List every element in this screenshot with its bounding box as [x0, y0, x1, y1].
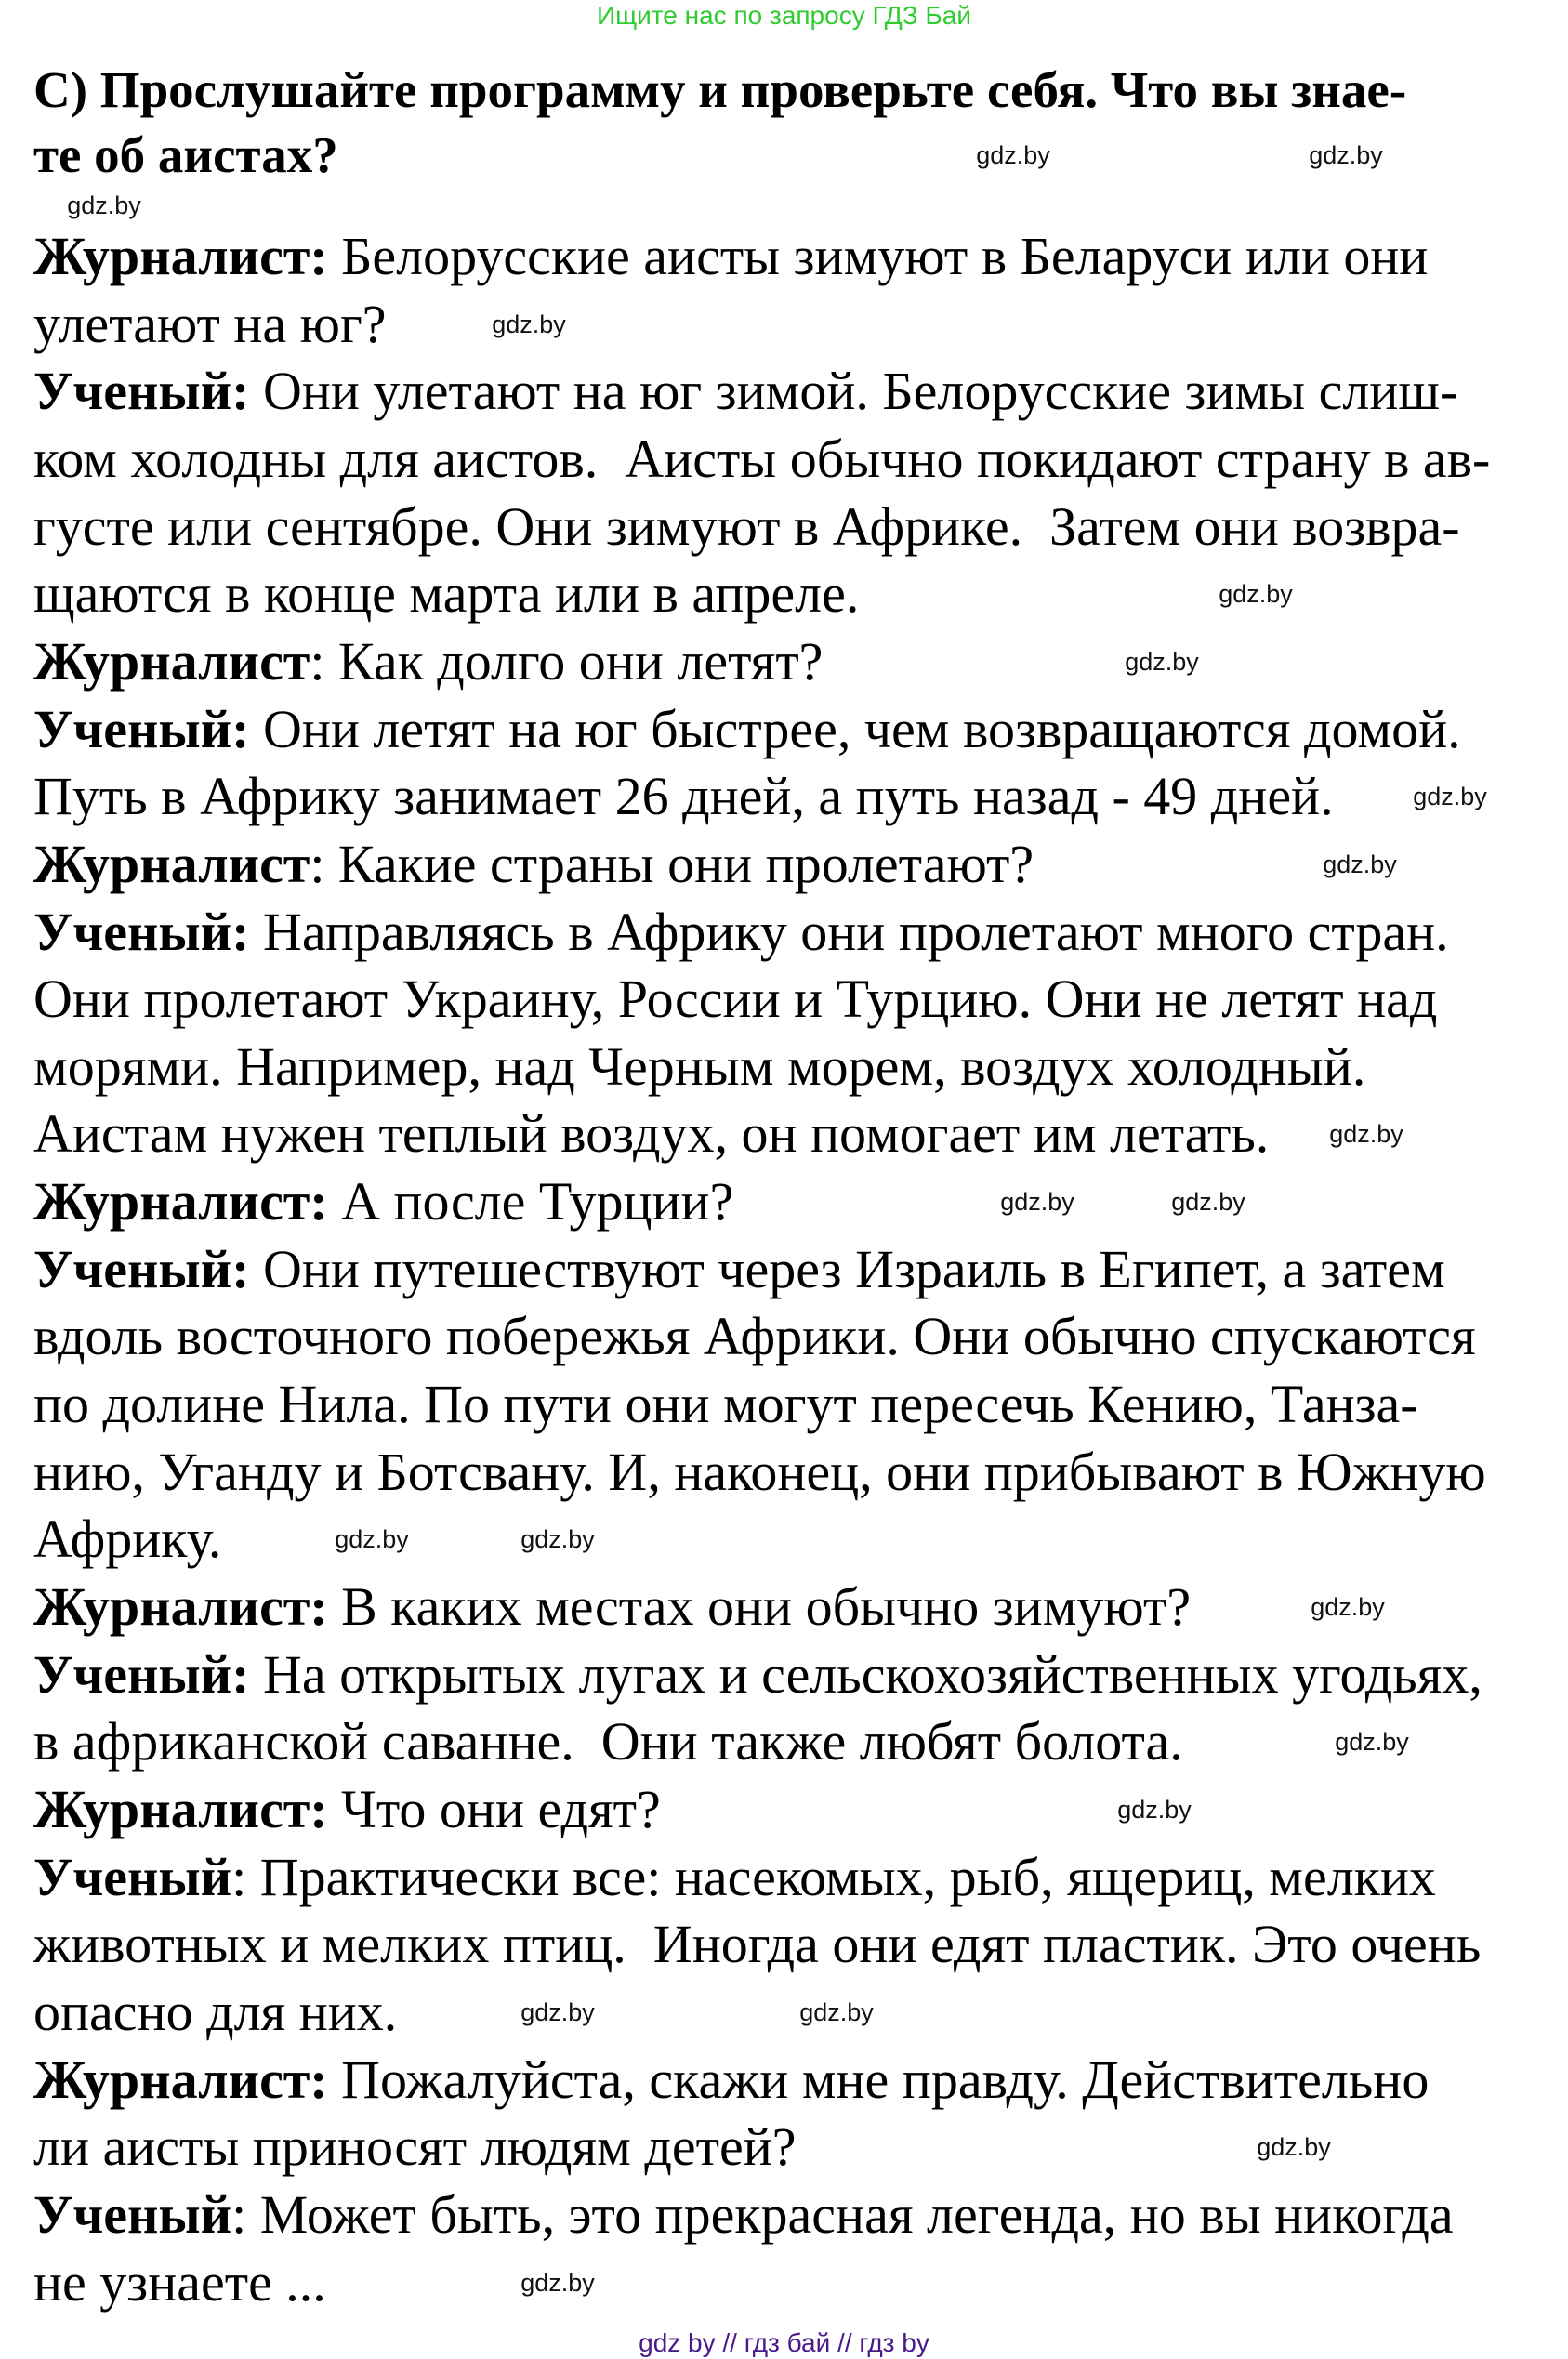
line-text: : Может быть, это прекрасная легенда, но вы никогда — [231, 2183, 1454, 2245]
dialogue-line — [33, 560, 859, 627]
line-text: На открытых лугах и сельскохозяйственных угодьях, — [249, 1643, 1482, 1705]
dialogue-line — [33, 1641, 1482, 1708]
line-text: ком холодны для аистов. Аисты обычно покидают страну в ав- — [33, 428, 1491, 489]
watermark: gdz.by — [1000, 1188, 1074, 1217]
dialogue-line — [33, 2249, 326, 2316]
speaker-label: Ученый: — [33, 361, 250, 422]
watermark: gdz.by — [1413, 783, 1487, 811]
line-text: Они летят на юг быстрее, чем возвращаются домой. — [249, 698, 1461, 759]
dialogue-line — [33, 899, 1449, 966]
line-text: в африканской саванне. Они также любят болота. — [33, 1711, 1183, 1773]
dialogue-line — [33, 426, 1490, 493]
watermark: gdz.by — [67, 191, 141, 219]
line-text: : Практически все: насекомых, рыб, ящериц, мелких — [231, 1846, 1436, 1907]
dialogue-line — [33, 1371, 1418, 1438]
speaker-label: Журналист: — [33, 1171, 328, 1232]
watermark: gdz.by — [1335, 1728, 1409, 1757]
speaker-label: Ученый: — [33, 1238, 250, 1299]
line-text: : Какие страны они пролетают? — [310, 833, 1034, 894]
search-banner: Ищите нас по запросу ГДЗ Бай — [596, 1, 972, 30]
dialogue-line — [33, 1844, 1436, 1911]
dialogue-line — [33, 763, 1334, 830]
speaker-label: Журналист — [33, 630, 310, 692]
dialogue-line — [33, 2181, 1454, 2248]
watermark: gdz.by — [1117, 1795, 1192, 1824]
speaker-label: Журналист: — [33, 1778, 328, 1839]
line-text: Аистам нужен теплый воздух, он помогает им летать. — [33, 1103, 1270, 1165]
line-text: : Как долго они летят? — [310, 630, 824, 692]
line-text: морями. Например, над Черным морем, воздух холодный. — [33, 1035, 1366, 1097]
line-text: Белорусские аисты зимуют в Беларуси или они — [327, 226, 1429, 286]
dialogue-line — [33, 1979, 397, 2046]
dialogue-line — [33, 1911, 1481, 1978]
line-text: Они пролетают Украину, России и Турцию. Они не летят над — [33, 969, 1438, 1030]
dialogue-line — [33, 1776, 661, 1843]
dialogue-line — [33, 1439, 1486, 1506]
line-text: Пожалуйста, скажи мне правду. Действительно — [327, 2049, 1430, 2110]
watermark: gdz.by — [1311, 1593, 1385, 1621]
watermark: gdz.by — [520, 2268, 595, 2297]
dialogue-line — [33, 696, 1461, 763]
dialogue-line — [33, 494, 1460, 560]
dialogue-line — [33, 1100, 1269, 1167]
watermark: gdz.by — [976, 141, 1050, 169]
line-text: животных и мелких птиц. Иногда они едят пластик. Это очень — [33, 1914, 1482, 1975]
dialogue-line — [33, 966, 1437, 1033]
exercise-title-line-2: те об аистах? — [33, 126, 338, 183]
watermark: gdz.by — [1257, 2133, 1331, 2162]
speaker-label: Журналист: — [33, 226, 328, 286]
speaker-label: Журналист: — [33, 2049, 328, 2110]
dialogue-line — [33, 1236, 1445, 1303]
speaker-label: Ученый: — [33, 1643, 250, 1705]
dialogue-line — [33, 358, 1457, 425]
speaker-label: Ученый — [33, 1846, 232, 1907]
line-text: Африку. — [33, 1509, 222, 1570]
line-text: Путь в Африку занимает 26 дней, а путь назад - 49 дней. — [33, 766, 1334, 827]
line-text: густе или сентябре. Они зимуют в Африке. Затем они возвра- — [33, 495, 1460, 557]
line-text: не узнаете ... — [33, 2251, 326, 2313]
line-text: Что они едят? — [327, 1778, 661, 1839]
watermark: gdz.by — [1125, 647, 1199, 676]
watermark: gdz.by — [1309, 141, 1383, 169]
dialogue-line — [33, 1034, 1365, 1100]
watermark: gdz.by — [492, 310, 566, 338]
watermark: gdz.by — [1323, 850, 1397, 878]
watermark: gdz.by — [799, 1997, 874, 2026]
dialogue-line — [33, 1574, 1191, 1641]
dialogue-line — [33, 1506, 221, 1573]
watermark: gdz.by — [1329, 1120, 1403, 1149]
line-text: Направляясь в Африку они пролетают много стран. — [249, 901, 1449, 962]
dialogue-line — [33, 831, 1034, 898]
line-text: Они путешествуют через Израиль в Египет, а затем — [249, 1238, 1445, 1299]
watermark: gdz.by — [335, 1525, 409, 1554]
exercise-title-line-1: С) Прослушайте программу и проверьте себя. Что вы знае- — [33, 61, 1407, 118]
line-text: улетают на юг? — [33, 293, 387, 354]
speaker-label: Ученый — [33, 2183, 232, 2245]
dialogue-line — [33, 291, 387, 358]
line-text: вдоль восточного побережья Африки. Они обычно спускаются — [33, 1306, 1476, 1367]
dialogue-line — [33, 223, 1428, 290]
watermark: gdz.by — [520, 1997, 595, 2026]
dialogue-line — [33, 628, 823, 695]
watermark: gdz.by — [520, 1525, 595, 1554]
speaker-label: Ученый: — [33, 901, 250, 962]
line-text: Они улетают на юг зимой. Белорусские зимы слиш- — [249, 361, 1458, 422]
speaker-label: Журналист: — [33, 1576, 328, 1637]
watermark: gdz.by — [1171, 1188, 1245, 1217]
dialogue-line — [33, 1168, 733, 1235]
line-text: А после Турции? — [327, 1171, 734, 1232]
dialogue-line — [33, 2047, 1429, 2114]
line-text: ли аисты приносят людям детей? — [33, 2116, 797, 2178]
footer-links: gdz by // гдз бай // гдз by — [639, 2328, 929, 2357]
speaker-label: Ученый: — [33, 698, 250, 759]
dialogue-line — [33, 2114, 797, 2181]
watermark: gdz.by — [1219, 580, 1293, 609]
dialogue-line — [33, 1303, 1476, 1370]
line-text: В каких местах они обычно зимуют? — [327, 1576, 1192, 1637]
line-text: щаются в конце марта или в апреле. — [33, 563, 860, 625]
line-text: нию, Уганду и Ботсвану. И, наконец, они прибывают в Южную — [33, 1441, 1486, 1502]
line-text: по долине Нила. По пути они могут пересечь Кению, Танза- — [33, 1374, 1418, 1435]
line-text: опасно для них. — [33, 1981, 398, 2042]
speaker-label: Журналист — [33, 833, 310, 894]
dialogue-line — [33, 1708, 1183, 1775]
